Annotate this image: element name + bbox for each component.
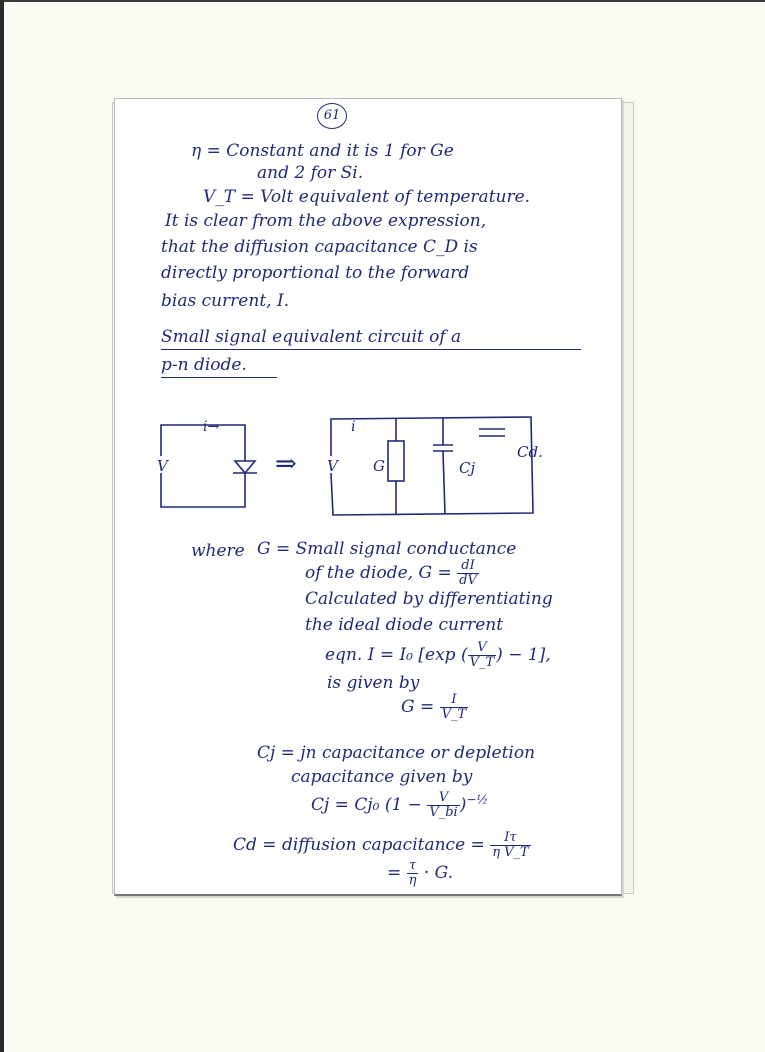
equivalent-circuit (331, 417, 533, 515)
section-heading-cont: p-n diode. (161, 355, 277, 378)
text: eqn. I = I₀ [exp ( (325, 645, 468, 665)
fraction (427, 791, 459, 820)
page-number: 61 (317, 103, 347, 129)
text-line: It is clear from the above expression, (165, 211, 487, 231)
text-line (305, 559, 479, 588)
text-line: bias current, I. (161, 291, 290, 311)
where-label: where (191, 541, 245, 561)
voltage-label-right: V (327, 457, 338, 475)
numerator: V (468, 641, 497, 656)
section-heading: Small signal equivalent circuit of a (161, 327, 581, 350)
equation-line (233, 831, 531, 860)
text-line: G = Small signal conductance (257, 539, 517, 559)
denominator: V_T (441, 707, 467, 722)
text: of the diode, G = (305, 563, 452, 583)
text-line: Calculated by differentiating (305, 589, 553, 609)
voltage-label: V (157, 457, 168, 475)
equation-line (387, 859, 453, 888)
text: Cd = diffusion capacitance = (233, 835, 485, 855)
implies-arrow: ⇒ (275, 449, 297, 479)
text-line: and 2 for Si. (257, 163, 364, 183)
junction-cap-label: Cj (459, 459, 476, 477)
current-label-right: i (351, 419, 356, 435)
text: ) (459, 795, 467, 815)
denominator: dV (459, 573, 477, 588)
conductance-label: G (373, 457, 385, 475)
equation-line (311, 791, 488, 820)
numerator: τ (407, 859, 419, 874)
text: Cj = Cj₀ (1 − (311, 795, 422, 815)
fraction (490, 831, 530, 860)
numerator: dI (457, 559, 479, 574)
denominator: η (408, 873, 417, 888)
denominator: η V_T (492, 845, 529, 860)
equation-line (401, 693, 468, 722)
denominator: V_bi (429, 805, 458, 820)
fraction (440, 693, 469, 722)
text: = (387, 863, 402, 883)
text-line: directly proportional to the forward (161, 263, 470, 283)
text-line: the ideal diode current (305, 615, 504, 635)
notebook-page (114, 98, 622, 896)
numerator: Iτ (490, 831, 530, 846)
text-line: is given by (327, 673, 420, 693)
text: ) − 1], (496, 645, 551, 665)
fraction (457, 559, 479, 588)
numerator: I (440, 693, 469, 708)
exponent: −½ (466, 792, 489, 807)
text-line: V_T = Volt equivalent of temperature. (203, 187, 531, 207)
text-line: η = Constant and it is 1 for Ge (191, 141, 454, 161)
denominator: V_T (469, 655, 495, 670)
diffusion-cap-label: Cd. (517, 443, 543, 461)
fraction (407, 859, 419, 888)
diode-circuit (161, 425, 257, 507)
text-line: that the diffusion capacitance C_D is (161, 237, 478, 257)
text: G = (401, 697, 435, 717)
text-line: capacitance given by (291, 767, 473, 787)
equation-line (325, 641, 551, 670)
fraction (468, 641, 497, 670)
text: · G. (423, 863, 454, 883)
text-line: Cj = jn capacitance or depletion (257, 743, 536, 763)
current-label: i→ (203, 419, 220, 435)
numerator: V (427, 791, 459, 806)
